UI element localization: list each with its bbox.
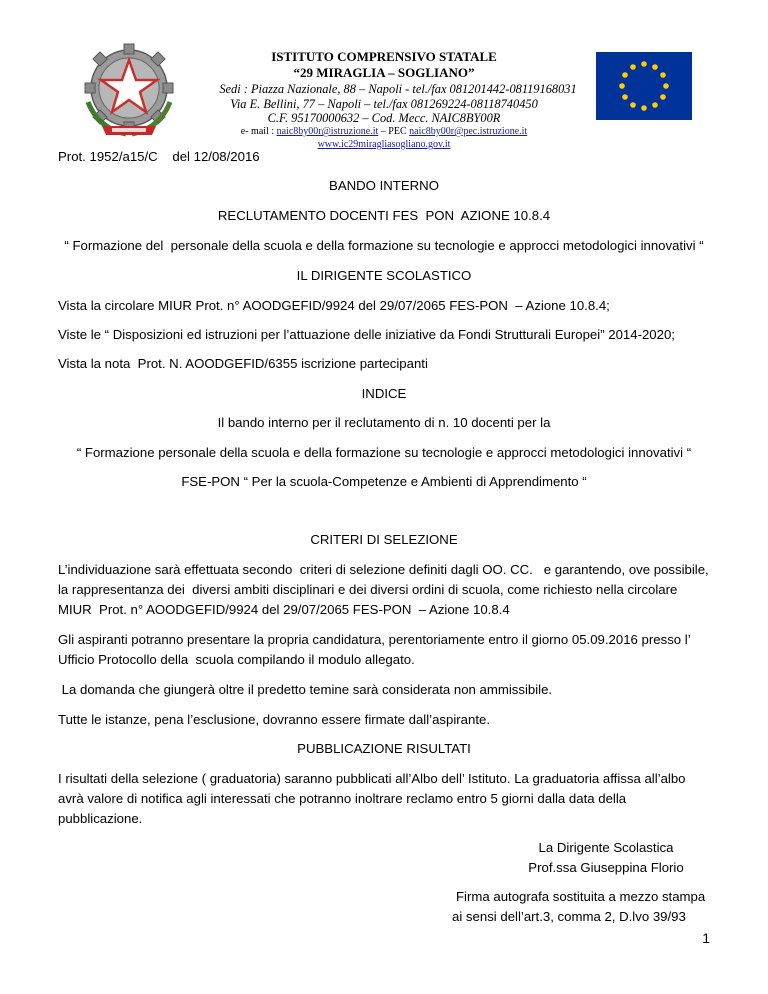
heading-indice: INDICE bbox=[361, 386, 407, 401]
paragraph-vista-circolare: Vista la circolare MIUR Prot. n° AOODGEFID/9924 del 29/07/2065 FES-PON – Azione 10.8.4; bbox=[58, 298, 610, 313]
heading-formazione: “ Formazione del personale della scuola e della formazione su tecnologie e approcci metodologici innovativi “ bbox=[64, 238, 704, 253]
email-prefix: e- mail : bbox=[240, 126, 277, 137]
signature-role: La Dirigente Scolastica bbox=[538, 840, 674, 855]
signature-name: Prof.ssa Giuseppina Florio bbox=[528, 860, 684, 875]
contact-line bbox=[0, 126, 768, 137]
paragraph-criteri-line-1: L’individuazione sarà effettuata secondo criteri di selezione definiti dagli OO. CC. e garantendo, ove possibile, bbox=[58, 562, 709, 577]
pec-prefix: – PEC bbox=[378, 126, 410, 137]
heading-reclutamento: RECLUTAMENTO DOCENTI FES PON AZIONE 10.8.4 bbox=[217, 208, 551, 223]
school-title: “29 MIRAGLIA – SOGLIANO” bbox=[293, 65, 475, 80]
heading-criteri: CRITERI DI SELEZIONE bbox=[310, 532, 458, 547]
school-name: ISTITUTO COMPRENSIVO STATALE bbox=[271, 49, 497, 64]
paragraph-risultati-line-3: pubblicazione. bbox=[58, 811, 143, 826]
protocol-number: Prot. 1952/a15/C del 12/08/2016 bbox=[58, 149, 260, 164]
email-link[interactable]: naic8by00r@istruzione.it bbox=[276, 126, 379, 137]
heading-dirigente: IL DIRIGENTE SCOLASTICO bbox=[296, 268, 472, 283]
signature-note-line-1: Firma autografa sostituita a mezzo stampa bbox=[456, 889, 706, 904]
eu-flag-icon bbox=[596, 52, 692, 120]
heading-formazione-2: “ Formazione personale della scuola e della formazione su tecnologie e approcci metodologici innovativi “ bbox=[76, 445, 692, 460]
paragraph-aspiranti-line-1: Gli aspiranti potranno presentare la propria candidatura, perentoriamente entro il giorno 05.09.2016 presso l’ bbox=[58, 632, 691, 647]
page-number: 1 bbox=[702, 930, 710, 946]
heading-bando: BANDO INTERNO bbox=[329, 178, 439, 193]
school-address-3: C.F. 95170000632 – Cod. Mecc. NAIC8BY00R bbox=[267, 111, 501, 125]
bando-line: Il bando interno per il reclutamento di n. 10 docenti per la bbox=[217, 415, 551, 430]
paragraph-criteri-line-3: MIUR Prot. n° AOODGEFID/9924 del 29/07/2065 FES-PON – Azione 10.8.4 bbox=[58, 602, 510, 617]
signature-note-line-2: ai sensi dell’art.3, comma 2, D.lvo 39/93 bbox=[452, 909, 686, 924]
paragraph-istanze: Tutte le istanze, pena l’esclusione, dovranno essere firmate dall’aspirante. bbox=[58, 712, 491, 727]
heading-fse: FSE-PON “ Per la scuola-Competenze e Ambienti di Apprendimento “ bbox=[181, 474, 587, 489]
heading-pubblicazione: PUBBLICAZIONE RISULTATI bbox=[297, 741, 471, 756]
paragraph-viste-disposizioni: Viste le “ Disposizioni ed istruzioni per l’attuazione delle iniziative da Fondi Strutturali Europei” 2014-2020; bbox=[58, 327, 675, 342]
paragraph-domanda: La domanda che giungerà oltre il predetto temine sarà considerata non ammissibile. bbox=[58, 682, 553, 697]
paragraph-risultati-line-1: I risultati della selezione ( graduatoria) saranno pubblicati all’Albo dell’ Istituto. La graduatoria affissa all’albo bbox=[58, 771, 686, 786]
paragraph-vista-nota: Vista la nota Prot. N. AOODGEFID/6355 iscrizione partecipanti bbox=[58, 356, 428, 371]
paragraph-aspiranti-line-2: Ufficio Protocollo della scuola compilando il modulo allegato. bbox=[58, 652, 415, 667]
school-address-2: Via E. Bellini, 77 – Napoli – tel./fax 081269224-08118740450 bbox=[230, 97, 538, 111]
pec-link[interactable]: naic8by00r@pec.istruzione.it bbox=[409, 126, 528, 137]
website-link[interactable]: www.ic29miragliasogliano.gov.it bbox=[317, 139, 451, 150]
paragraph-criteri-line-2: la rappresentanza dei diversi ambiti disciplinari e dei diversi ordini di scuola, come richiesto nella circolare bbox=[58, 582, 678, 597]
paragraph-risultati-line-2: avrà valore di notifica agli interessati che potranno inoltrare reclamo entro 5 giorni dalla data della bbox=[58, 791, 627, 806]
school-address-1: Sedi : Piazza Nazionale, 88 – Napoli - tel./fax 081201442-08119168031 bbox=[219, 82, 577, 96]
